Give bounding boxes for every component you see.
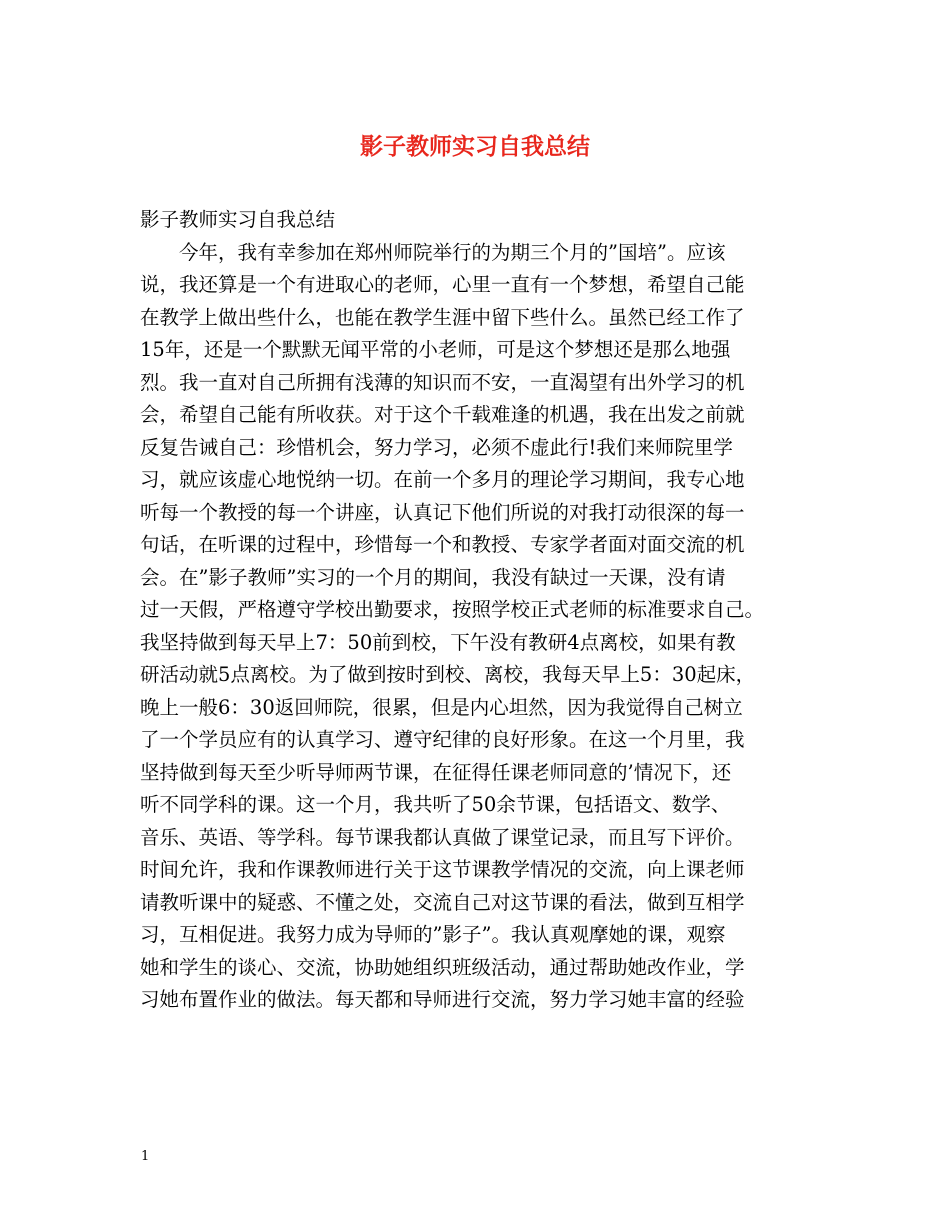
paragraph-line: 了一个学员应有的认真学习、遵守纪律的良好形象。在这一个月里，我 (140, 728, 745, 751)
paragraph-line: 请教听课中的疑惑、不懂之处，交流自己对这节课的看法，做到互相学 (140, 890, 745, 914)
paragraph-line: 她和学生的谈心、交流，协助她组织班级活动，通过帮助她改作业，学 (140, 955, 745, 979)
paragraph-line: 会。在”影子教师”实习的一个月的期间，我没有缺过一天课，没有请 (140, 565, 726, 589)
paragraph-line: 说，我还算是一个有进取心的老师，心里一直有一个梦想，希望自己能 (140, 273, 745, 296)
document-subtitle: 影子教师实习自我总结 (140, 208, 336, 231)
document-title: 影子教师实习自我总结 (360, 133, 590, 160)
paragraph-line: 会，希望自己能有所收获。对于这个千载难逢的机遇，我在出发之前就 (140, 403, 745, 426)
paragraph-line: 音乐、英语、等学科。每节课我都认真做了课堂记录，而且写下评价。 (140, 825, 745, 849)
paragraph-line: 在教学上做出些什么，也能在教学生涯中留下些什么。虽然已经工作了 (140, 305, 745, 329)
paragraph-line: 今年，我有幸参加在郑州师院举行的为期三个月的”国培”。应该 (179, 240, 726, 264)
paragraph-line: 烈。我一直对自己所拥有浅薄的知识而不安，一直渴望有出外学习的机 (140, 370, 745, 394)
paragraph-line: 晚上一般6：30返回师院，很累，但是内心坦然，因为我觉得自己树立 (140, 695, 743, 719)
paragraph-line: 时间允许，我和作课教师进行关于这节课教学情况的交流，向上课老师 (140, 858, 745, 881)
paragraph-line: 我坚持做到每天早上7：50前到校，下午没有教研4点离校，如果有教 (140, 630, 736, 654)
paragraph-line: 反复告诫自己：珍惜机会，努力学习，必须不虚此行!我们来师院里学 (140, 435, 733, 459)
paragraph-line: 习，互相促进。我努力成为导师的”影子”。我认真观摩她的课，观察 (140, 923, 726, 946)
document-body (140, 204, 830, 1017)
paragraph-line: 坚持做到每天至少听导师两节课，在征得任课老师同意的’情况下，还 (140, 760, 732, 784)
paragraph-line: 听每一个教授的每一个讲座，认真记下他们所说的对我打动很深的每一 (140, 500, 745, 524)
paragraph-line: 15年，还是一个默默无闻平常的小老师，可是这个梦想还是那么地强 (140, 338, 731, 361)
paragraph-line: 听不同学科的课。这一个月，我共听了50余节课，包括语文、数学、 (140, 793, 731, 816)
paragraph-line: 习她布置作业的做法。每天都和导师进行交流，努力学习她丰富的经验 (140, 988, 745, 1011)
page-number: 1 (141, 1149, 150, 1164)
paragraph-line: 习，就应该虚心地悦纳一切。在前一个多月的理论学习期间，我专心地 (140, 468, 745, 491)
paragraph-line: 过一天假，严格遵守学校出勤要求，按照学校正式老师的标准要求自己。 (140, 598, 765, 621)
paragraph-line: 句话，在听课的过程中，珍惜每一个和教授、专家学者面对面交流的机 (140, 533, 745, 556)
paragraph-line: 研活动就5点离校。为了做到按时到校、离校，我每天早上5：30起床， (140, 663, 756, 686)
